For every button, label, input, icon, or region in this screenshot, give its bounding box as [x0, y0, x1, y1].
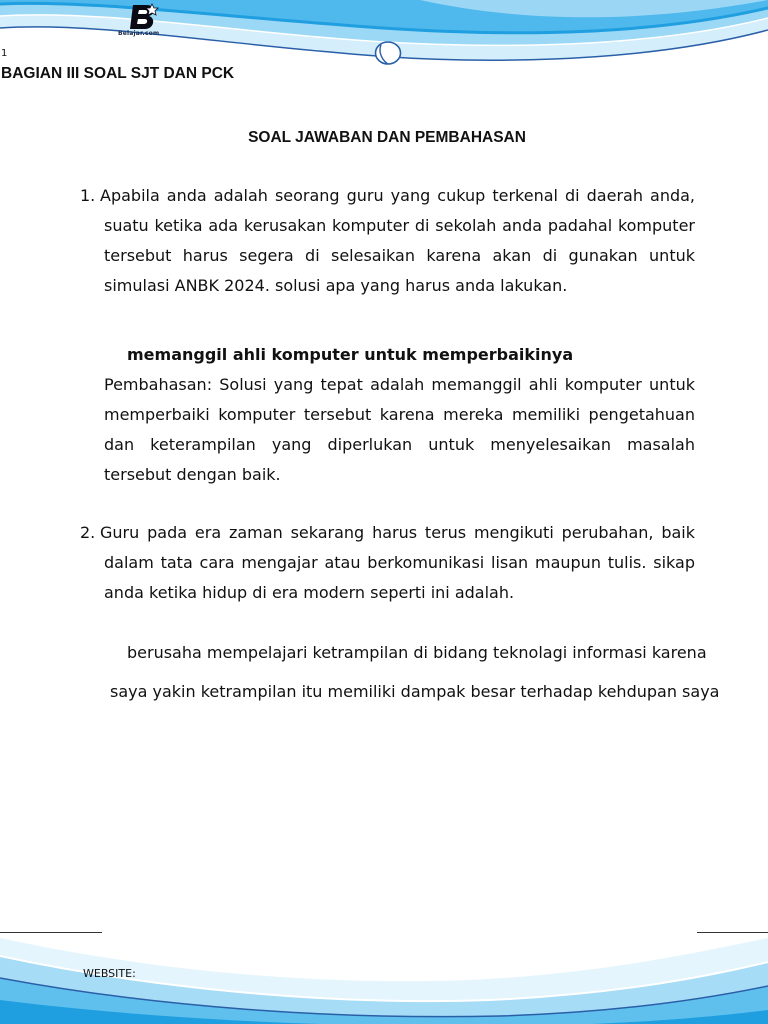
question-2-text: Guru pada era zaman sekarang harus terus mengikuti perubahan, baik dalam tata cara mengajar atau berkomunikasi lisan maupun tulis. sikap anda ketika hidup di era modern seperti ini adalah. — [100, 523, 695, 602]
footer-website-label: WEBSITE: — [83, 967, 136, 980]
section-title: BAGIAN III SOAL SJT DAN PCK — [1, 65, 235, 82]
question-2-option-b: saya yakin ketrampilan itu memiliki dampak besar terhadap kehdupan saya — [110, 682, 720, 701]
question-1-number: 1. — [80, 186, 96, 205]
belajar-logo-icon — [128, 3, 160, 31]
question-2-option-a: berusaha mempelajari ketrampilan di bidang teknolagi informasi karena — [127, 643, 707, 662]
page-number: 1 — [1, 48, 8, 59]
question-2-number: 2. — [80, 523, 96, 542]
document-heading: SOAL JAWABAN DAN PEMBAHASAN — [248, 129, 526, 146]
question-1-answer: memanggil ahli komputer untuk memperbaikinya — [127, 345, 574, 364]
logo-text: Belajar.com — [118, 30, 160, 37]
question-1-discussion: Pembahasan: Solusi yang tepat adalah memanggil ahli komputer untuk memperbaiki komputer tersebut karena mereka memiliki pengetahuan dan keterampilan yang diperlukan untuk menyelesaikan masalah tersebut dengan baik. — [104, 375, 695, 484]
circle-ornament-icon — [373, 40, 403, 66]
question-1-text: Apabila anda adalah seorang guru yang cukup terkenal di daerah anda, suatu ketika ada kerusakan komputer di sekolah anda padahal komputer tersebut harus segera di selesaikan karena akan di gunakan untuk simulasi ANBK 2024. solusi apa yang harus anda lakukan. — [100, 186, 695, 295]
